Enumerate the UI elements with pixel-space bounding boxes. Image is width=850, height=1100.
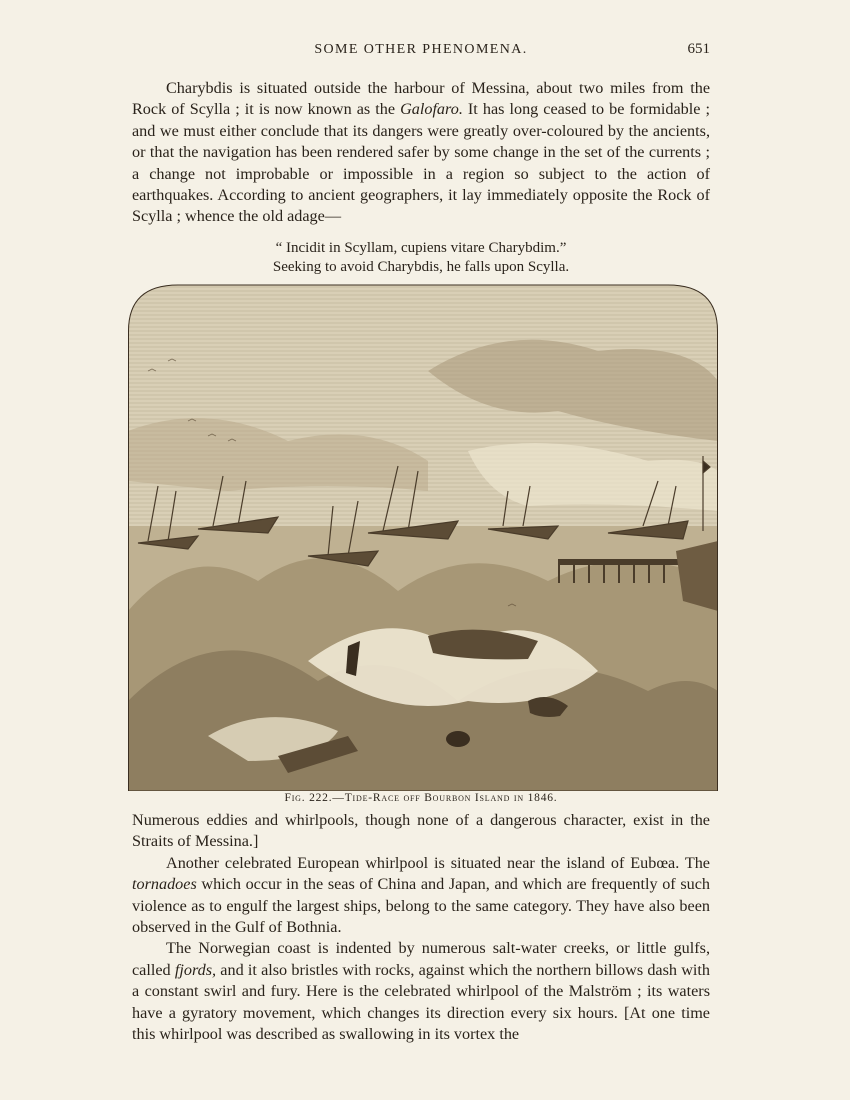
paragraph-text: which occur in the seas of China and Japan, and which are frequently of such violence as to engulf the largest ships, belong to the same category. They have also been observed in the Gulf of Bothnia. — [132, 875, 710, 937]
italic-term-galofaro: Galofaro. — [400, 100, 463, 119]
paragraph-text: Charybdis is situated outside the harbour of Messina, about two miles from the Rock of Scylla ; it is now known as the — [132, 79, 710, 119]
latin-quote: “ Incidit in Scyllam, cupiens vitare Charybdim.” — [275, 240, 567, 256]
opening-paragraph — [132, 78, 710, 228]
italic-term-tornadoes: tornadoes — [132, 875, 197, 894]
page-header — [132, 38, 710, 62]
body-text — [132, 810, 710, 1045]
paragraph-text: The Norwegian coast is indented by numerous salt-water creeks, or little gulfs, called — [132, 939, 710, 979]
engraving-figure — [128, 281, 718, 791]
paragraph-norway — [132, 938, 710, 1045]
quote-translation: Seeking to avoid Charybdis, he falls upon Scylla. — [272, 259, 570, 275]
paragraph-text: It has long ceased to be formidable ; and we must either conclude that its dangers were greatly over-coloured by the ancients, or that the navigation has been rendered safer by some change in the set of the currents ; a change not improbable or impossible in a region so subject to the action of earthquakes. According to ancient geographers, it lay immediately opposite the Rock of Scylla ; whence the old adage— — [132, 100, 710, 226]
page-number: 651 — [687, 41, 710, 57]
italic-term-fjords: fjords, — [174, 960, 217, 979]
paragraph-euboea — [132, 853, 710, 939]
paragraph-text: and it also bristles with rocks, against which the northern billows dash with a constant swirl and fury. Here is the celebrated whirlpool of the Malström ; its waters have a gyratory movement, which changes its direction every six hours. [At one time this whirlpool was described as swallowing in its vortex the — [132, 960, 710, 1044]
paragraph-messina: Numerous eddies and whirlpools, though none of a dangerous character, exist in the Straits of Messina.] — [132, 811, 710, 851]
paragraph-charybdis — [132, 78, 710, 228]
running-title: SOME OTHER PHENOMENA. — [314, 42, 528, 57]
figure-caption: Fig. 222.—Tide-Race off Bourbon Island in 1846. — [284, 792, 558, 804]
paragraph-text: Another celebrated European whirlpool is situated near the island of Eubœa. The — [166, 853, 710, 872]
tide-race-engraving — [128, 281, 718, 791]
